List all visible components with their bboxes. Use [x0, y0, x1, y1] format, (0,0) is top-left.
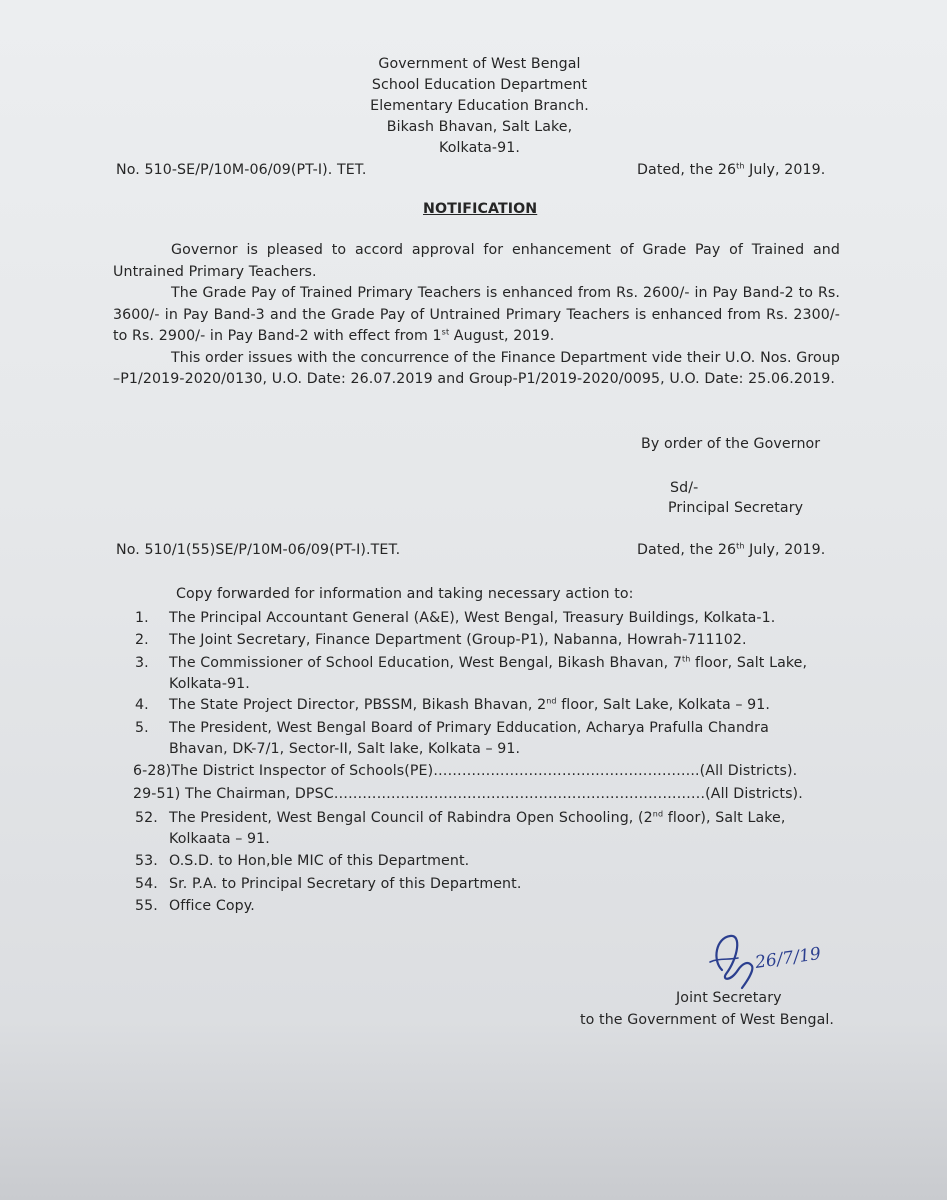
principal-secretary-text: Principal Secretary	[668, 500, 804, 516]
body-paragraph-2: The Grade Pay of Trained Primary Teachers is enhanced from Rs. 2600/- in Pay Band-2 to Rs. 3600/- in Pay Band-3 and the Grade Pay of Untrained Primary Teachers is enhanced from Rs. 2300/- to Rs. 2900/- in Pay Band-2 with effect from 1st August, 2019.	[113, 285, 840, 344]
body-paragraph-1: Governor is pleased to accord approval for enhancement of Grade Pay of Trained and Untrained Primary Teachers.	[113, 242, 840, 280]
sd-text: Sd/-	[670, 480, 699, 496]
joint-secretary-text: Joint Secretary	[676, 990, 782, 1006]
list-item: 1. The Principal Accountant General (A&E), West Bengal, Treasury Buildings, Kolkata-1.	[135, 610, 776, 626]
list-item: 3. The Commissioner of School Education, West Bengal, Bikash Bhavan, 7th floor, Salt Lake, Kolkata-91.	[135, 654, 808, 692]
list-item: 29-51) The Chairman, DPSC……………………………………………………………………(All Districts).	[133, 786, 803, 802]
list-item: 2. The Joint Secretary, Finance Department (Group-P1), Nabanna, Howrah-711102.	[135, 632, 747, 648]
by-order-text: By order of the Governor	[641, 436, 821, 452]
notification-body	[113, 240, 840, 391]
list-item: 55. Office Copy.	[135, 898, 255, 914]
letterhead-line-2: School Education Department	[371, 77, 588, 93]
letterhead-line-4: Bikash Bhavan, Salt Lake,	[386, 119, 573, 135]
list-item: 52. The President, West Bengal Council of Rabindra Open Schooling, (2nd floor), Salt Lake, Kolkaata – 91.	[135, 809, 786, 847]
letterhead-line-1: Government of West Bengal	[378, 56, 581, 72]
letterhead-line-3: Elementary Education Branch.	[370, 98, 589, 114]
list-item: 54. Sr. P.A. to Principal Secretary of this Department.	[135, 876, 522, 892]
letterhead-line-5: Kolkata-91.	[439, 140, 520, 156]
list-item: 5. The President, West Bengal Board of Primary Edducation, Acharya Prafulla Chandra Bhavan, DK-7/1, Sector-II, Salt lake, Kolkata – 91.	[135, 720, 769, 757]
notification-title: NOTIFICATION	[423, 201, 538, 217]
list-item: 6-28)The District Inspector of Schools(PE)………………………………………………..(All Districts).	[133, 763, 798, 779]
to-government-text: to the Government of West Bengal.	[580, 1012, 835, 1028]
memo-date: Dated, the 26th July, 2019.	[637, 161, 826, 178]
signature-date: 26/7/19	[753, 943, 823, 973]
copy-intro: Copy forwarded for information and taking necessary action to:	[176, 586, 634, 602]
letterhead	[0, 54, 947, 159]
handwritten-signature	[708, 930, 828, 994]
memo-date-copy: Dated, the 26th July, 2019.	[637, 541, 826, 558]
memo-number: No. 510-SE/P/10M-06/09(PT-I). TET.	[116, 162, 367, 178]
body-paragraph-3: This order issues with the concurrence of the Finance Department vide their U.O. Nos. Group –P1/2019-2020/0130, U.O. Date: 26.07.2019 and Group-P1/2019-2020/0095, U.O. Date: 25.06.2019.	[113, 349, 840, 387]
list-item: 4. The State Project Director, PBSSM, Bikash Bhavan, 2nd floor, Salt Lake, Kolkata – 91.	[135, 696, 771, 713]
memo-number-copy: No. 510/1(55)SE/P/10M-06/09(PT-I).TET.	[116, 542, 401, 558]
list-item: 53. O.S.D. to Hon,ble MIC of this Department.	[135, 853, 470, 869]
